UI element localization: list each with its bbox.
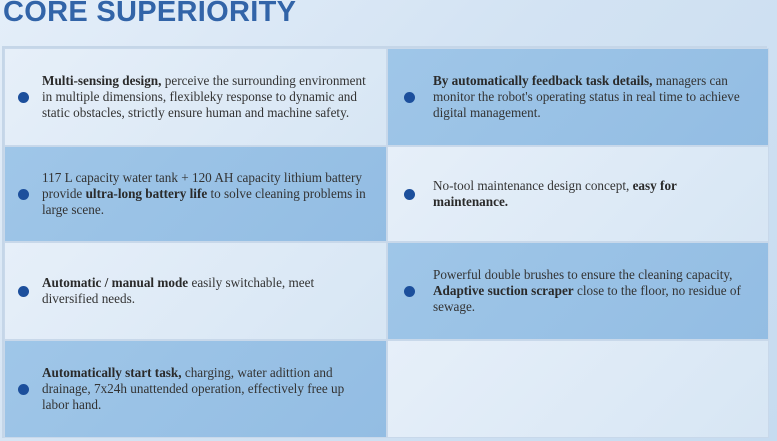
feature-highlight: Automatically start task, (42, 365, 182, 380)
feature-text (433, 178, 752, 210)
feature-cell-multi-sensing (4, 48, 387, 146)
feature-description-lead: Powerful double brushes to ensure the cleaning capacity, (433, 267, 733, 282)
feature-text (433, 267, 752, 315)
feature-cell-battery (4, 146, 387, 242)
feature-cell-brushes (387, 242, 769, 340)
feature-description: charging, water adittion and drainage, 7x24h unattended operation, effectively free up labor hand. (42, 365, 345, 412)
feature-text (42, 73, 370, 121)
feature-highlight: Adaptive suction scraper (433, 283, 574, 298)
bullet-dot-icon (18, 384, 29, 395)
feature-text (42, 275, 370, 307)
feature-text (42, 365, 370, 413)
bullet-dot-icon (18, 286, 29, 297)
feature-highlight: easy for maintenance. (433, 178, 677, 209)
feature-text (42, 170, 370, 218)
feature-description: easily switchable, meet diversified needs. (42, 275, 315, 306)
bullet-dot-icon (404, 189, 415, 200)
feature-description: close to the floor, no residue of sewage. (433, 283, 741, 314)
feature-cell-mode-switch (4, 242, 387, 340)
bullet-dot-icon (18, 92, 29, 103)
feature-cell-task-feedback (387, 48, 769, 146)
feature-cell-auto-task (4, 340, 387, 438)
feature-description-lead: 117 L capacity water tank + 120 AH capacity lithium battery provide (42, 170, 362, 201)
feature-cell-maintenance (387, 146, 769, 242)
feature-text (433, 73, 752, 121)
feature-highlight: ultra-long battery life (85, 186, 208, 201)
feature-highlight: By automatically feedback task details, (433, 73, 653, 88)
feature-description-lead: No-tool maintenance design concept, (433, 178, 633, 193)
feature-description: to solve cleaning problems in large scene. (42, 186, 366, 217)
feature-description: managers can monitor the robot's operating status in real time to achieve digital management. (433, 73, 740, 120)
feature-description: perceive the surrounding environment in multiple dimensions, flexibleky response to dynamic and static obstacles, strictly ensure human and machine safety. (42, 73, 366, 120)
feature-highlight: Multi-sensing design, (42, 73, 162, 88)
empty-cell (387, 340, 769, 438)
feature-highlight: Automatic / manual mode (42, 275, 189, 290)
feature-grid (2, 46, 767, 438)
page-title: CORE SUPERIORITY (3, 0, 297, 28)
bullet-dot-icon (18, 189, 29, 200)
bullet-dot-icon (404, 286, 415, 297)
bullet-dot-icon (404, 92, 415, 103)
